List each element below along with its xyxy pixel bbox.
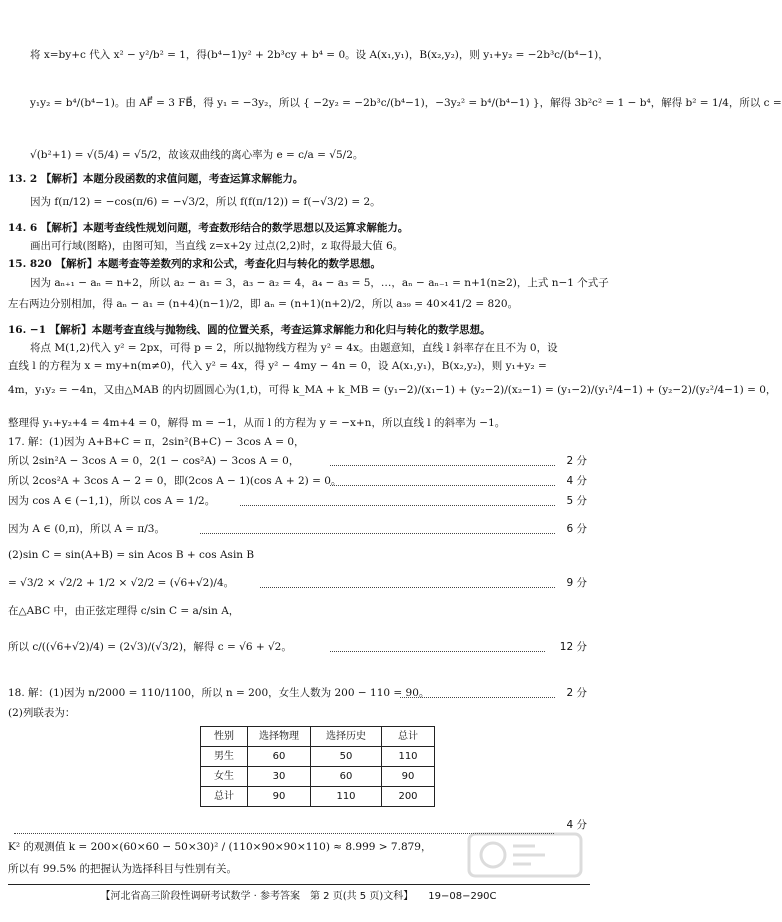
q13-body: 因为 f(π/12) = −cos(π/6) = −√3/2，所以 f(f(π/12)) = f(−√3/2) = 2。 <box>30 196 381 208</box>
footer-divider <box>8 884 590 885</box>
table-row <box>201 767 435 787</box>
q13-heading: 13. 2 【解析】本题分段函数的求值问题，考查运算求解能力。 <box>8 173 304 185</box>
table-row <box>201 747 435 767</box>
dot-leader <box>260 587 555 588</box>
q18-line-1: 18. 解：(1)因为 n/2000 = 110/1100，所以 n = 200，女生人数为 200 − 110 = 90。 <box>8 687 430 699</box>
table-cell: 30 <box>248 767 311 787</box>
q17-line-7: = √3/2 × √2/2 + 1/2 × √2/2 = (√6+√2)/4。 <box>8 577 235 589</box>
dot-leader <box>240 505 555 506</box>
score-mark: 9 分 <box>566 577 587 589</box>
q16-body-2: 直线 l 的方程为 x = my+n(m≠0)，代入 y² = 4x，得 y² − 4my − 4n = 0，设 A(x₁,y₁)，B(x₂,y₂)，则 y₁+y₂ = <box>8 360 547 372</box>
table-header-cell: 选择历史 <box>311 727 382 747</box>
score-mark: 4 分 <box>566 819 587 831</box>
q17-line-4: 因为 cos A ∈ (−1,1)，所以 cos A = 1/2。 <box>8 495 216 507</box>
dot-leader <box>330 651 545 652</box>
table-cell: 60 <box>248 747 311 767</box>
intro-line-3: √(b²+1) = √(5/4) = √5/2，故该双曲线的离心率为 e = c/a = √5/2。 <box>30 149 364 161</box>
q18-line-2: (2)列联表为： <box>8 707 76 719</box>
q14-body: 画出可行域(图略)，由图可知，当直线 z=x+2y 过点(2,2)时，z 取得最大值 6。 <box>30 240 404 252</box>
table-cell: 110 <box>311 787 382 807</box>
q14-heading: 14. 6 【解析】本题考查线性规划问题，考查数形结合的数学思想以及运算求解能力。 <box>8 222 409 234</box>
table-cell: 110 <box>382 747 435 767</box>
table-cell: 女生 <box>201 767 248 787</box>
table-cell: 200 <box>382 787 435 807</box>
q17-line-1: 17. 解：(1)因为 A+B+C = π，2sin²(B+C) − 3cos A = 0， <box>8 436 305 448</box>
q15-body-2: 左右两边分别相加，得 aₙ − a₁ = (n+4)(n−1)/2，即 aₙ = (n+1)(n+2)/2，所以 a₃₉ = 40×41/2 = 820。 <box>8 298 519 310</box>
table-header-cell: 总计 <box>382 727 435 747</box>
dot-leader <box>200 533 555 534</box>
table-cell: 90 <box>382 767 435 787</box>
q16-body-4: 整理得 y₁+y₂+4 = 4m+4 = 0，解得 m = −1，从而 l 的方程为 y = −x+n，所以直线 l 的斜率为 −1。 <box>8 417 506 429</box>
score-mark: 2 分 <box>566 687 587 699</box>
q17-line-5: 因为 A ∈ (0,π)，所以 A = π/3。 <box>8 523 165 535</box>
contingency-table <box>200 726 435 807</box>
q16-body-3: 4m，y₁y₂ = −4n，又由△MAB 的内切圆圆心为(1,t)，可得 k_MA + k_MB = (y₁−2)/(x₁−1) + (y₂−2)/(x₂−1) = (y₁−2)/(y₁²/4−1) + (y₂−2)/(y₂²/4−1) = 0， <box>8 384 777 396</box>
q16-body-1: 将点 M(1,2)代入 y² = 2px，可得 p = 2，所以抛物线方程为 y² = 4x。由题意知，直线 l 斜率存在且不为 0，设 <box>30 342 558 354</box>
table-cell: 男生 <box>201 747 248 767</box>
table-cell: 总计 <box>201 787 248 807</box>
q17-line-2: 所以 2sin²A − 3cos A = 0，2(1 − cos²A) − 3cos A = 0， <box>8 455 300 467</box>
q16-heading: 16. −1 【解析】本题考查直线与抛物线、圆的位置关系，考查运算求解能力和化归与转化的数学思想。 <box>8 324 491 336</box>
score-mark: 6 分 <box>566 523 587 535</box>
table-header-cell: 选择物理 <box>248 727 311 747</box>
score-mark: 5 分 <box>566 495 587 507</box>
q15-body-1: 因为 aₙ₊₁ − aₙ = n+2，所以 a₂ − a₁ = 3，a₃ − a₂ = 4，a₄ − a₃ = 5，…，aₙ − aₙ₋₁ = n+1(n≥2)，上式 n−1 个式子 <box>30 277 609 289</box>
table-cell: 60 <box>311 767 382 787</box>
q17-line-8: 在△ABC 中，由正弦定理得 c/sin C = a/sin A， <box>8 605 240 617</box>
table-cell: 90 <box>248 787 311 807</box>
page-footer: 【河北省高三阶段性调研考试数学 · 参考答案 第 2 页(共 5 页)文科】 19−08−290C <box>100 891 497 902</box>
table-header-row <box>201 727 435 747</box>
score-mark: 4 分 <box>566 475 587 487</box>
dot-leader <box>400 697 555 698</box>
table-header-cell: 性别 <box>201 727 248 747</box>
intro-line-2: y₁y₂ = b⁴/(b⁴−1)。由 AF⃗ = 3 FB⃗，得 y₁ = −3y₂，所以 { −2y₂ = −2b³c/(b⁴−1)，−3y₂² = b⁴/(b⁴−1) }，解得 3b²c² = 1 − b⁴，解得 b² = 1/4，所以 c = <box>30 97 782 109</box>
table-cell: 50 <box>311 747 382 767</box>
q18-line-3: K² 的观测值 k = 200×(60×60 − 50×30)² / (110×90×90×110) ≈ 8.999 > 7.879， <box>8 841 432 853</box>
table-row <box>201 787 435 807</box>
q15-heading: 15. 820 【解析】本题考查等差数列的求和公式，考查化归与转化的数学思想。 <box>8 258 381 270</box>
q17-line-9: 所以 c/((√6+√2)/4) = (2√3)/(√3/2)，解得 c = √6 + √2。 <box>8 641 292 653</box>
dot-leader <box>330 465 555 466</box>
score-mark: 12 分 <box>559 641 587 653</box>
q17-line-6: (2)sin C = sin(A+B) = sin Acos B + cos Asin B <box>8 549 255 561</box>
q18-line-4: 所以有 99.5% 的把握认为选择科目与性别有关。 <box>8 863 238 875</box>
q17-line-3: 所以 2cos²A + 3cos A − 2 = 0，即(2cos A − 1)(cos A + 2) = 0。 <box>8 475 342 487</box>
score-mark: 2 分 <box>566 455 587 467</box>
dot-leader <box>330 485 555 486</box>
watermark-logo-icon <box>465 826 585 884</box>
intro-line-1: 将 x=by+c 代入 x² − y²/b² = 1，得(b⁴−1)y² + 2b³cy + b⁴ = 0。设 A(x₁,y₁)，B(x₂,y₂)，则 y₁+y₂ = −2b³c/(b⁴−1)， <box>30 49 609 61</box>
